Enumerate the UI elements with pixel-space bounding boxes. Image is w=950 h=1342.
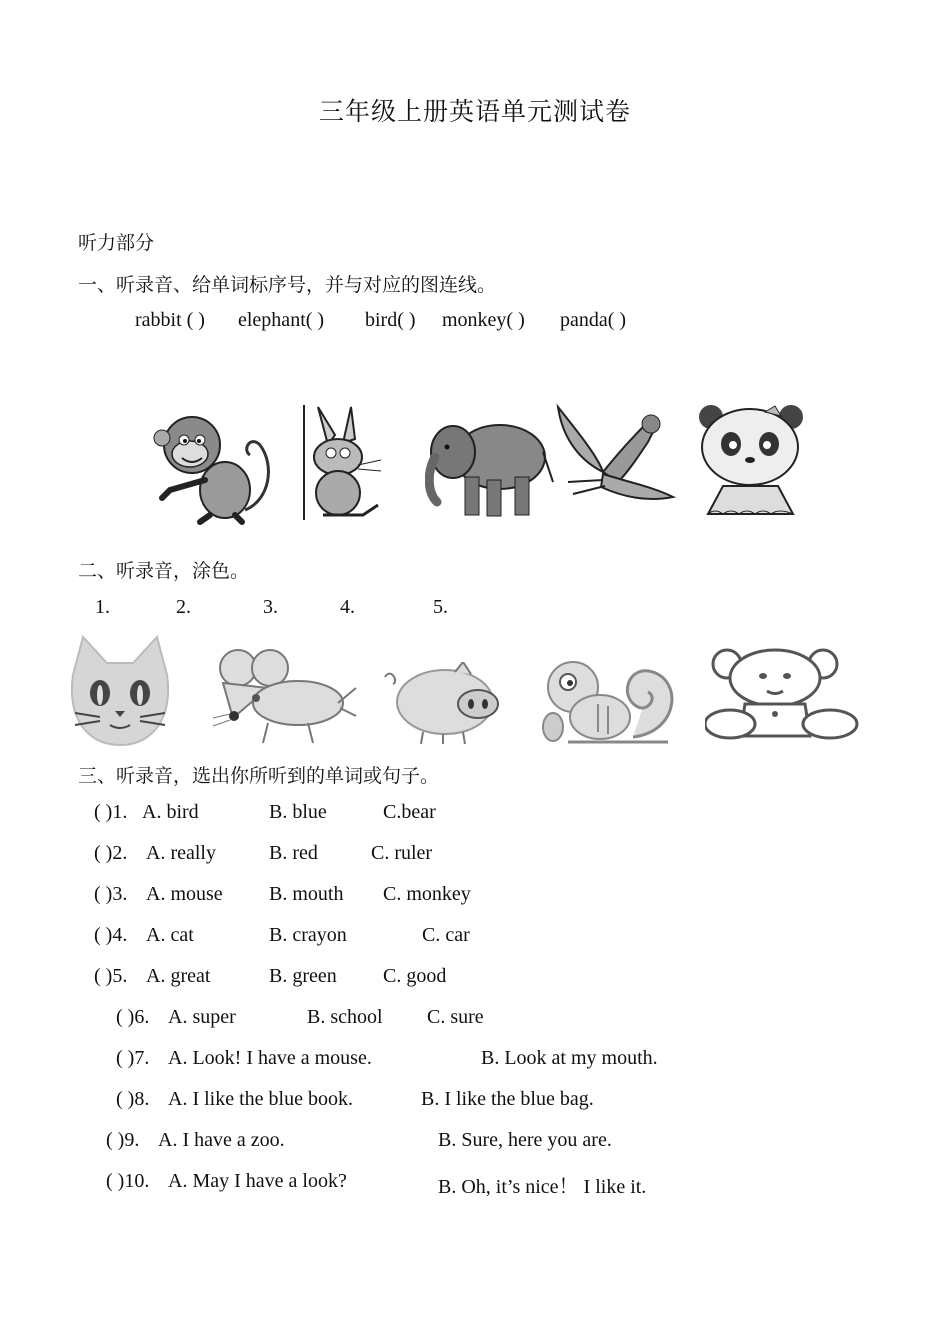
q7-number: ( )7. — [116, 1047, 150, 1069]
q8-option-b: B. I like the blue bag. — [421, 1088, 594, 1110]
number-2: 2. — [176, 596, 191, 618]
bird-picture — [543, 402, 683, 512]
q9-number: ( )9. — [106, 1129, 140, 1151]
q5-option-a: A. great — [146, 965, 211, 987]
q6-option-a: A. super — [168, 1006, 236, 1028]
q9-option-b: B. Sure, here you are. — [438, 1129, 612, 1151]
q4-option-b: B. crayon — [269, 924, 347, 946]
q2-option-b: B. red — [269, 842, 318, 864]
q3-option-a: A. mouse — [146, 883, 223, 905]
section-listening: 听力部分 — [78, 232, 155, 254]
q6-number: ( )6. — [116, 1006, 150, 1028]
part2-heading: 二、听录音，涂色。 — [78, 560, 250, 582]
panda-picture — [693, 402, 803, 520]
q7-option-a: A. Look! I have a mouse. — [168, 1047, 372, 1069]
q10-number: ( )10. — [106, 1170, 150, 1192]
pig-picture — [383, 662, 503, 744]
q2-number: ( )2. — [94, 842, 128, 864]
q4-option-a: A. cat — [146, 924, 194, 946]
q1-option-b: B. blue — [269, 801, 327, 823]
q10-option-b: B. Oh, it’s nice！ I like it. — [438, 1176, 647, 1198]
q1-option-c: C.bear — [383, 801, 436, 823]
q10-option-a: A. May I have a look? — [168, 1170, 347, 1192]
q6-option-b: B. school — [307, 1006, 383, 1028]
q3-number: ( )3. — [94, 883, 128, 905]
q4-option-c: C. car — [422, 924, 470, 946]
q1-number: ( )1. — [94, 801, 128, 823]
bear-picture — [705, 646, 860, 741]
part1-heading: 一、听录音、给单词标序号，并与对应的图连线。 — [78, 274, 497, 296]
mouse-picture — [208, 648, 358, 748]
q7-option-b: B. Look at my mouth. — [481, 1047, 658, 1069]
cat-picture — [65, 635, 175, 750]
q6-option-c: C. sure — [427, 1006, 484, 1028]
monkey-picture — [150, 410, 275, 528]
word-bird: bird( ) — [365, 309, 416, 331]
word-monkey: monkey( ) — [442, 309, 525, 331]
number-4: 4. — [340, 596, 355, 618]
squirrel-picture — [538, 652, 680, 747]
number-1: 1. — [95, 596, 110, 618]
q9-option-a: A. I have a zoo. — [158, 1129, 285, 1151]
q3-option-b: B. mouth — [269, 883, 344, 905]
q3-option-c: C. monkey — [383, 883, 471, 905]
q8-number: ( )8. — [116, 1088, 150, 1110]
page-title: 三年级上册英语单元测试卷 — [318, 97, 631, 126]
q5-option-b: B. green — [269, 965, 337, 987]
q2-option-c: C. ruler — [371, 842, 433, 864]
rabbit-picture — [303, 405, 383, 520]
word-rabbit: rabbit ( ) — [135, 309, 205, 331]
number-3: 3. — [263, 596, 278, 618]
q4-number: ( )4. — [94, 924, 128, 946]
word-panda: panda( ) — [560, 309, 627, 331]
q8-option-a: A. I like the blue book. — [168, 1088, 353, 1110]
number-5: 5. — [433, 596, 448, 618]
q5-option-c: C. good — [383, 965, 447, 987]
q1-option-a: A. bird — [142, 801, 199, 823]
elephant-picture — [425, 412, 555, 522]
part3-heading: 三、听录音，选出你所听到的单词或句子。 — [78, 765, 440, 787]
q5-number: ( )5. — [94, 965, 128, 987]
word-elephant: elephant( ) — [238, 309, 325, 331]
q2-option-a: A. really — [146, 842, 216, 864]
